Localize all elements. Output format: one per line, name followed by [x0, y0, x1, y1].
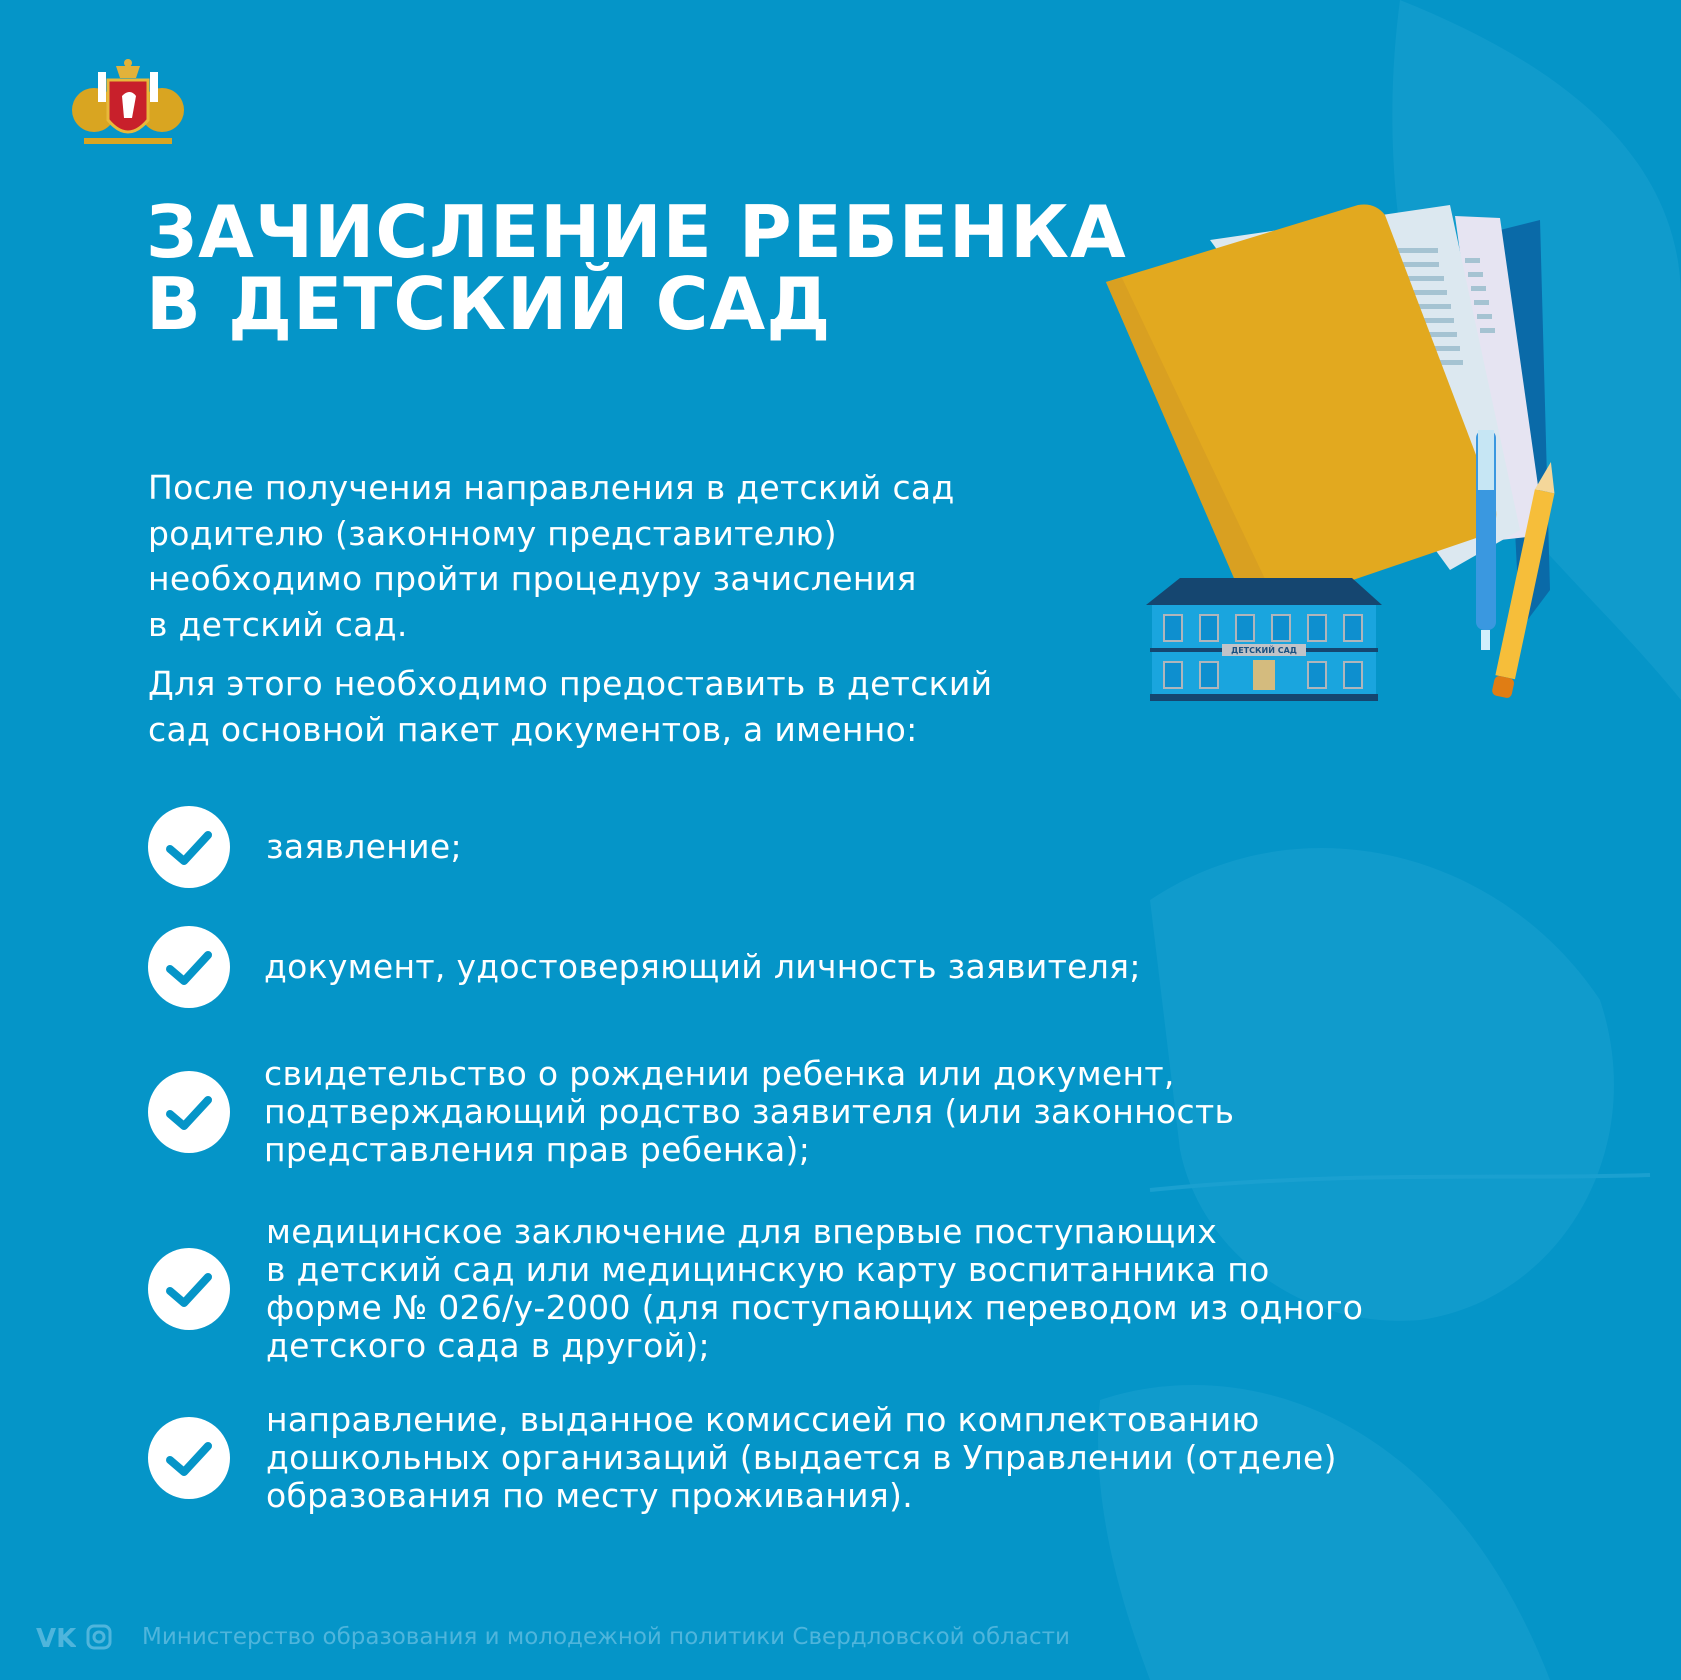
documents-illustration [1100, 190, 1600, 790]
kindergarten-sign: ДЕТСКИЙ САД [1231, 646, 1297, 655]
intro-paragraph-2 [148, 661, 992, 752]
document-text: представления прав ребенка); [264, 1130, 811, 1169]
document-text: свидетельство о рождении ребенка или документ, [264, 1054, 1175, 1093]
text-line: в детский сад. [148, 604, 408, 644]
document-item [148, 926, 1548, 1008]
instagram-icon[interactable] [86, 1624, 112, 1650]
document-text: заявление; [266, 827, 462, 866]
document-text: детского сада в другой); [266, 1326, 710, 1365]
text-line: Для этого необходимо предоставить в детский [148, 664, 993, 703]
document-item [148, 806, 1548, 888]
text-line: После получения направления в детский сад [148, 468, 955, 507]
document-item [148, 1055, 1548, 1169]
checkmark-icon [148, 1071, 230, 1153]
footer-ministry-name: Министерство образования и молодежной политики Свердловской области [142, 1624, 1070, 1650]
document-text: образования по месту проживания). [266, 1476, 914, 1515]
text-line: родителю (законному представителю) [148, 513, 837, 553]
footer [36, 1624, 1070, 1650]
document-text: в детский сад или медицинскую карту воспитанника по [266, 1250, 1270, 1289]
checkmark-icon [148, 1417, 230, 1499]
title-line: В ДЕТСКИЙ САД [146, 262, 832, 346]
document-item [148, 1401, 1548, 1515]
checkmark-icon [148, 806, 230, 888]
page-title [146, 190, 1127, 346]
checkmark-icon [148, 1248, 230, 1330]
document-item [148, 1213, 1548, 1365]
text-line: необходимо пройти процедуру зачисления [148, 559, 917, 598]
document-text: документ, удостоверяющий личность заявителя; [264, 947, 1141, 986]
checkmark-icon [148, 926, 230, 1008]
intro-paragraph-1 [148, 465, 955, 647]
vk-icon[interactable] [36, 1625, 76, 1649]
document-text: подтверждающий родство заявителя (или законность [264, 1092, 1235, 1131]
document-text: форме № 026/у-2000 (для поступающих переводом из одного [266, 1288, 1364, 1327]
pen-icon [1476, 430, 1496, 650]
coat-of-arms-logo [70, 58, 186, 152]
document-text: направление, выданное комиссией по комплектованию [266, 1400, 1260, 1439]
kindergarten-building-icon [1146, 578, 1382, 701]
document-text: дошкольных организаций (выдается в Управлении (отделе) [266, 1438, 1337, 1477]
svg-text:VK: VK [36, 1625, 76, 1649]
text-line: сад основной пакет документов, а именно: [148, 709, 918, 749]
document-text: медицинское заключение для впервые поступающих [266, 1212, 1218, 1251]
title-line: ЗАЧИСЛЕНИЕ РЕБЕНКА [146, 190, 1127, 274]
